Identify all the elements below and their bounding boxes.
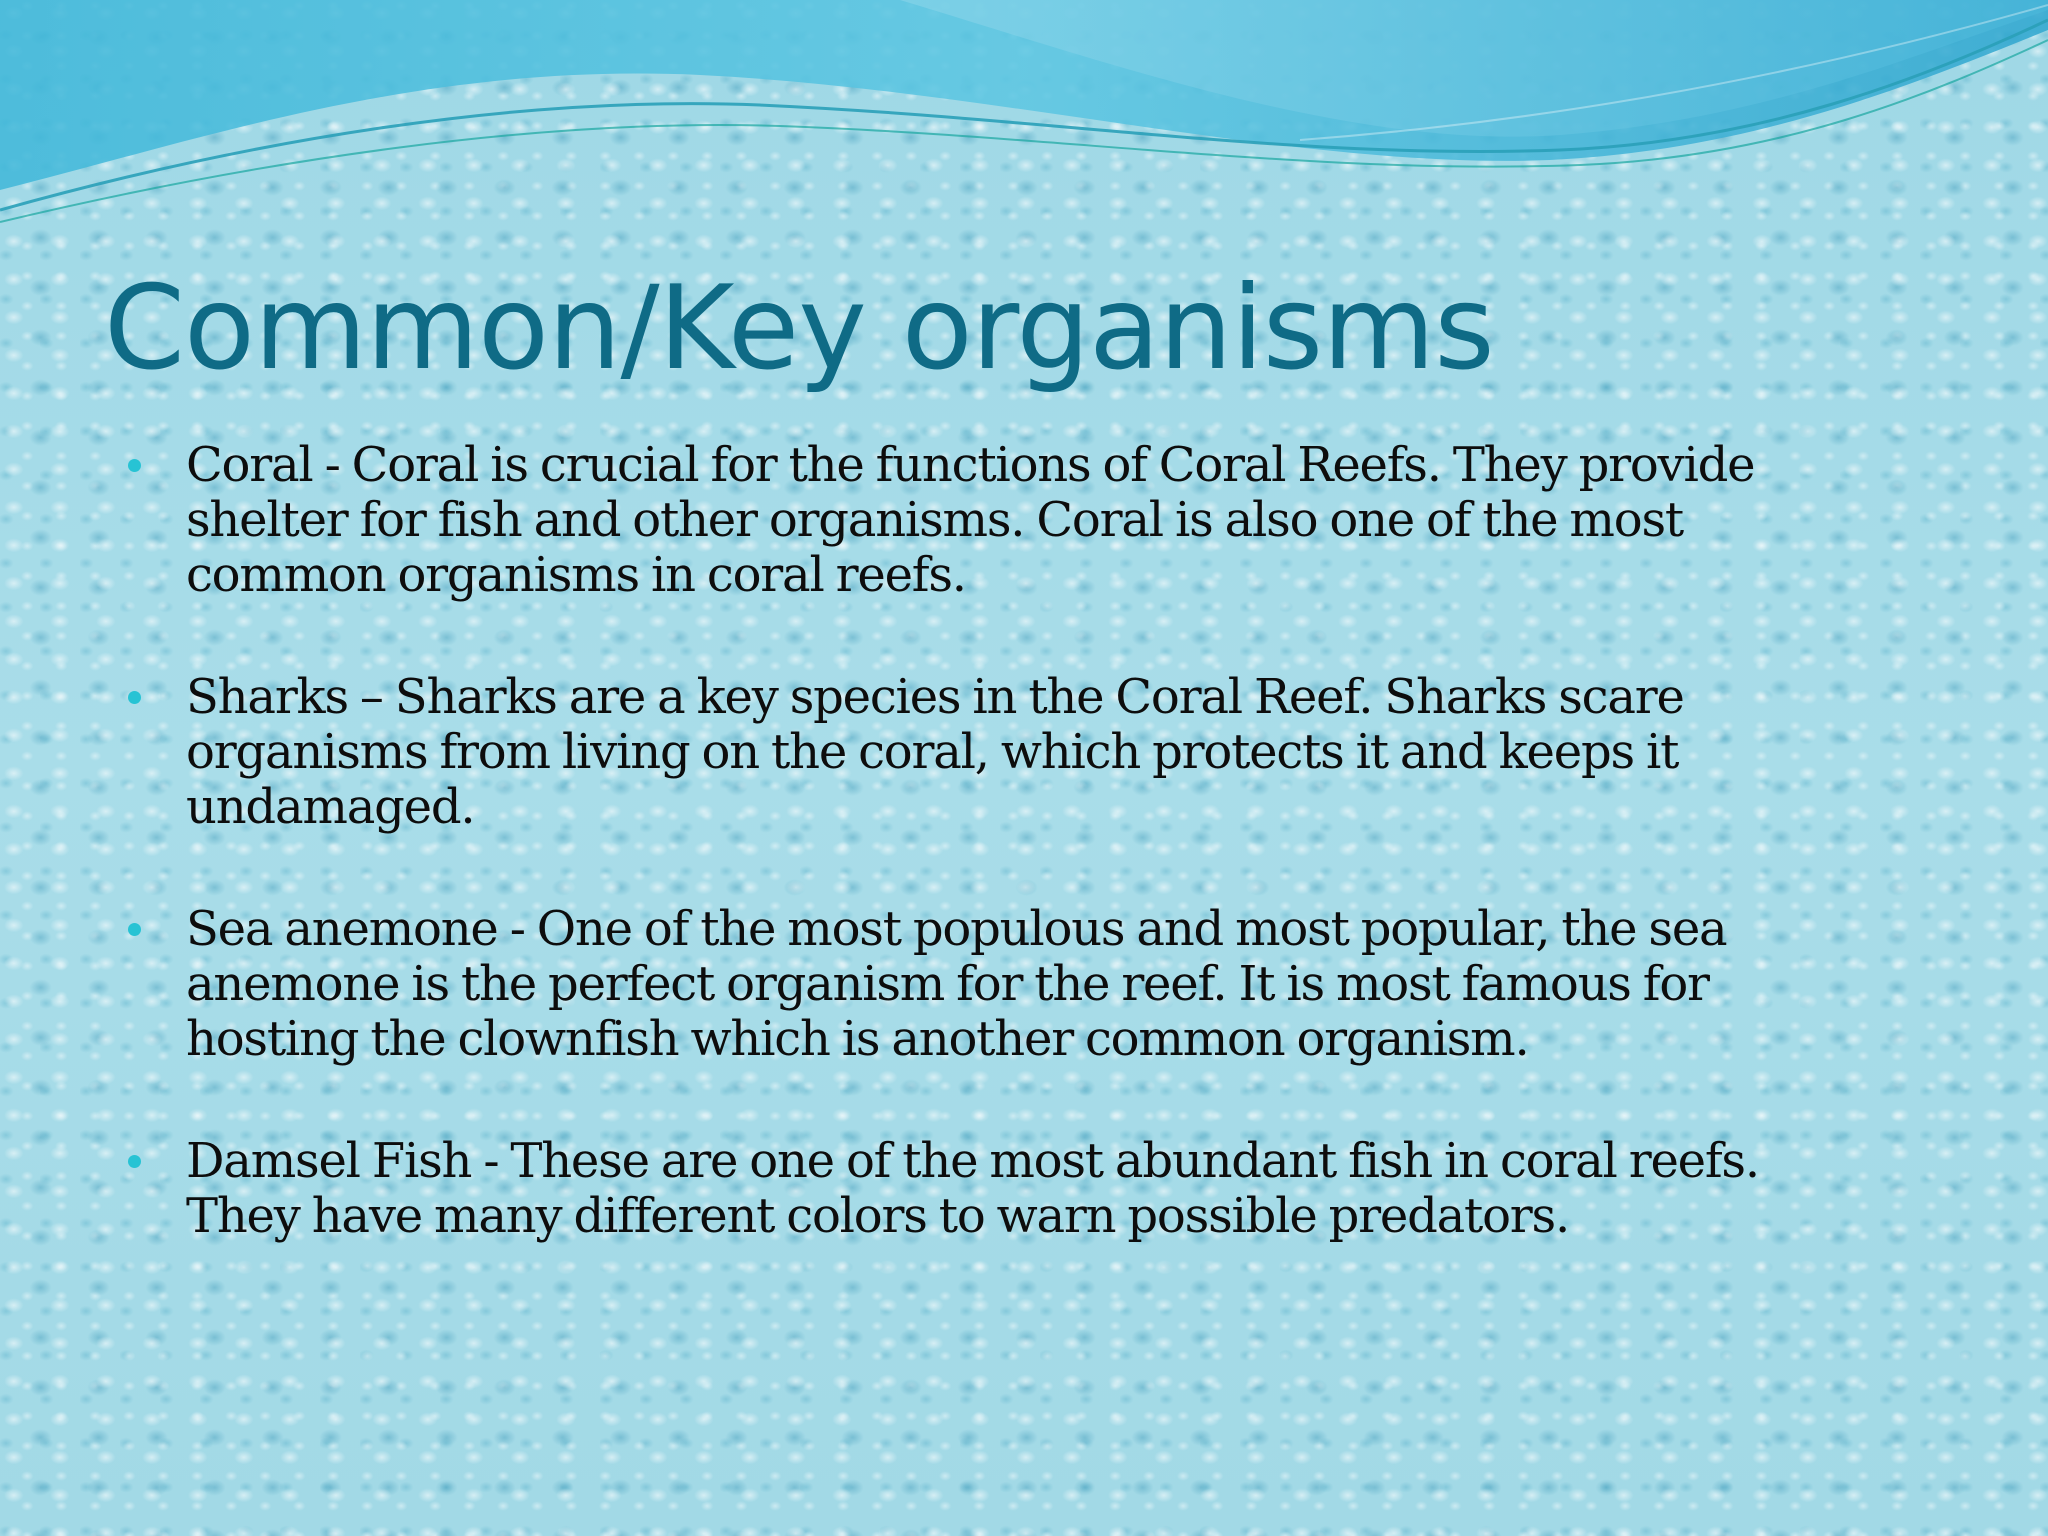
bullet-coral <box>126 438 1866 603</box>
bullet-sharks <box>126 670 1866 835</box>
bullet-dot-icon <box>128 923 141 936</box>
bullet-damsel-fish <box>126 1134 1866 1244</box>
bullet-sea-anemone <box>126 902 1866 1067</box>
bullet-text: Coral - Coral is crucial for the functions of Coral Reefs. They provide shelter for fish and other organisms. Coral is also one of the most common organisms in coral reefs. <box>186 437 1755 603</box>
slide-title: Common/Key organisms <box>104 261 1494 396</box>
bullet-text: Sea anemone - One of the most populous and most popular, the sea anemone is the perfect organism for the reef. It is most famous for hosting the clownfish which is another common organism. <box>186 901 1727 1067</box>
bullet-dot-icon <box>128 691 141 704</box>
header-wave-decoration <box>0 0 2048 260</box>
bullet-list <box>126 438 1866 1244</box>
bullet-text: Sharks – Sharks are a key species in the Coral Reef. Sharks scare organisms from living on the coral, which protects it and keeps it undamaged. <box>186 669 1684 835</box>
bullet-dot-icon <box>128 459 141 472</box>
bullet-dot-icon <box>128 1155 141 1168</box>
bullet-text: Damsel Fish - These are one of the most abundant fish in coral reefs. They have many different colors to warn possible predators. <box>186 1133 1759 1244</box>
